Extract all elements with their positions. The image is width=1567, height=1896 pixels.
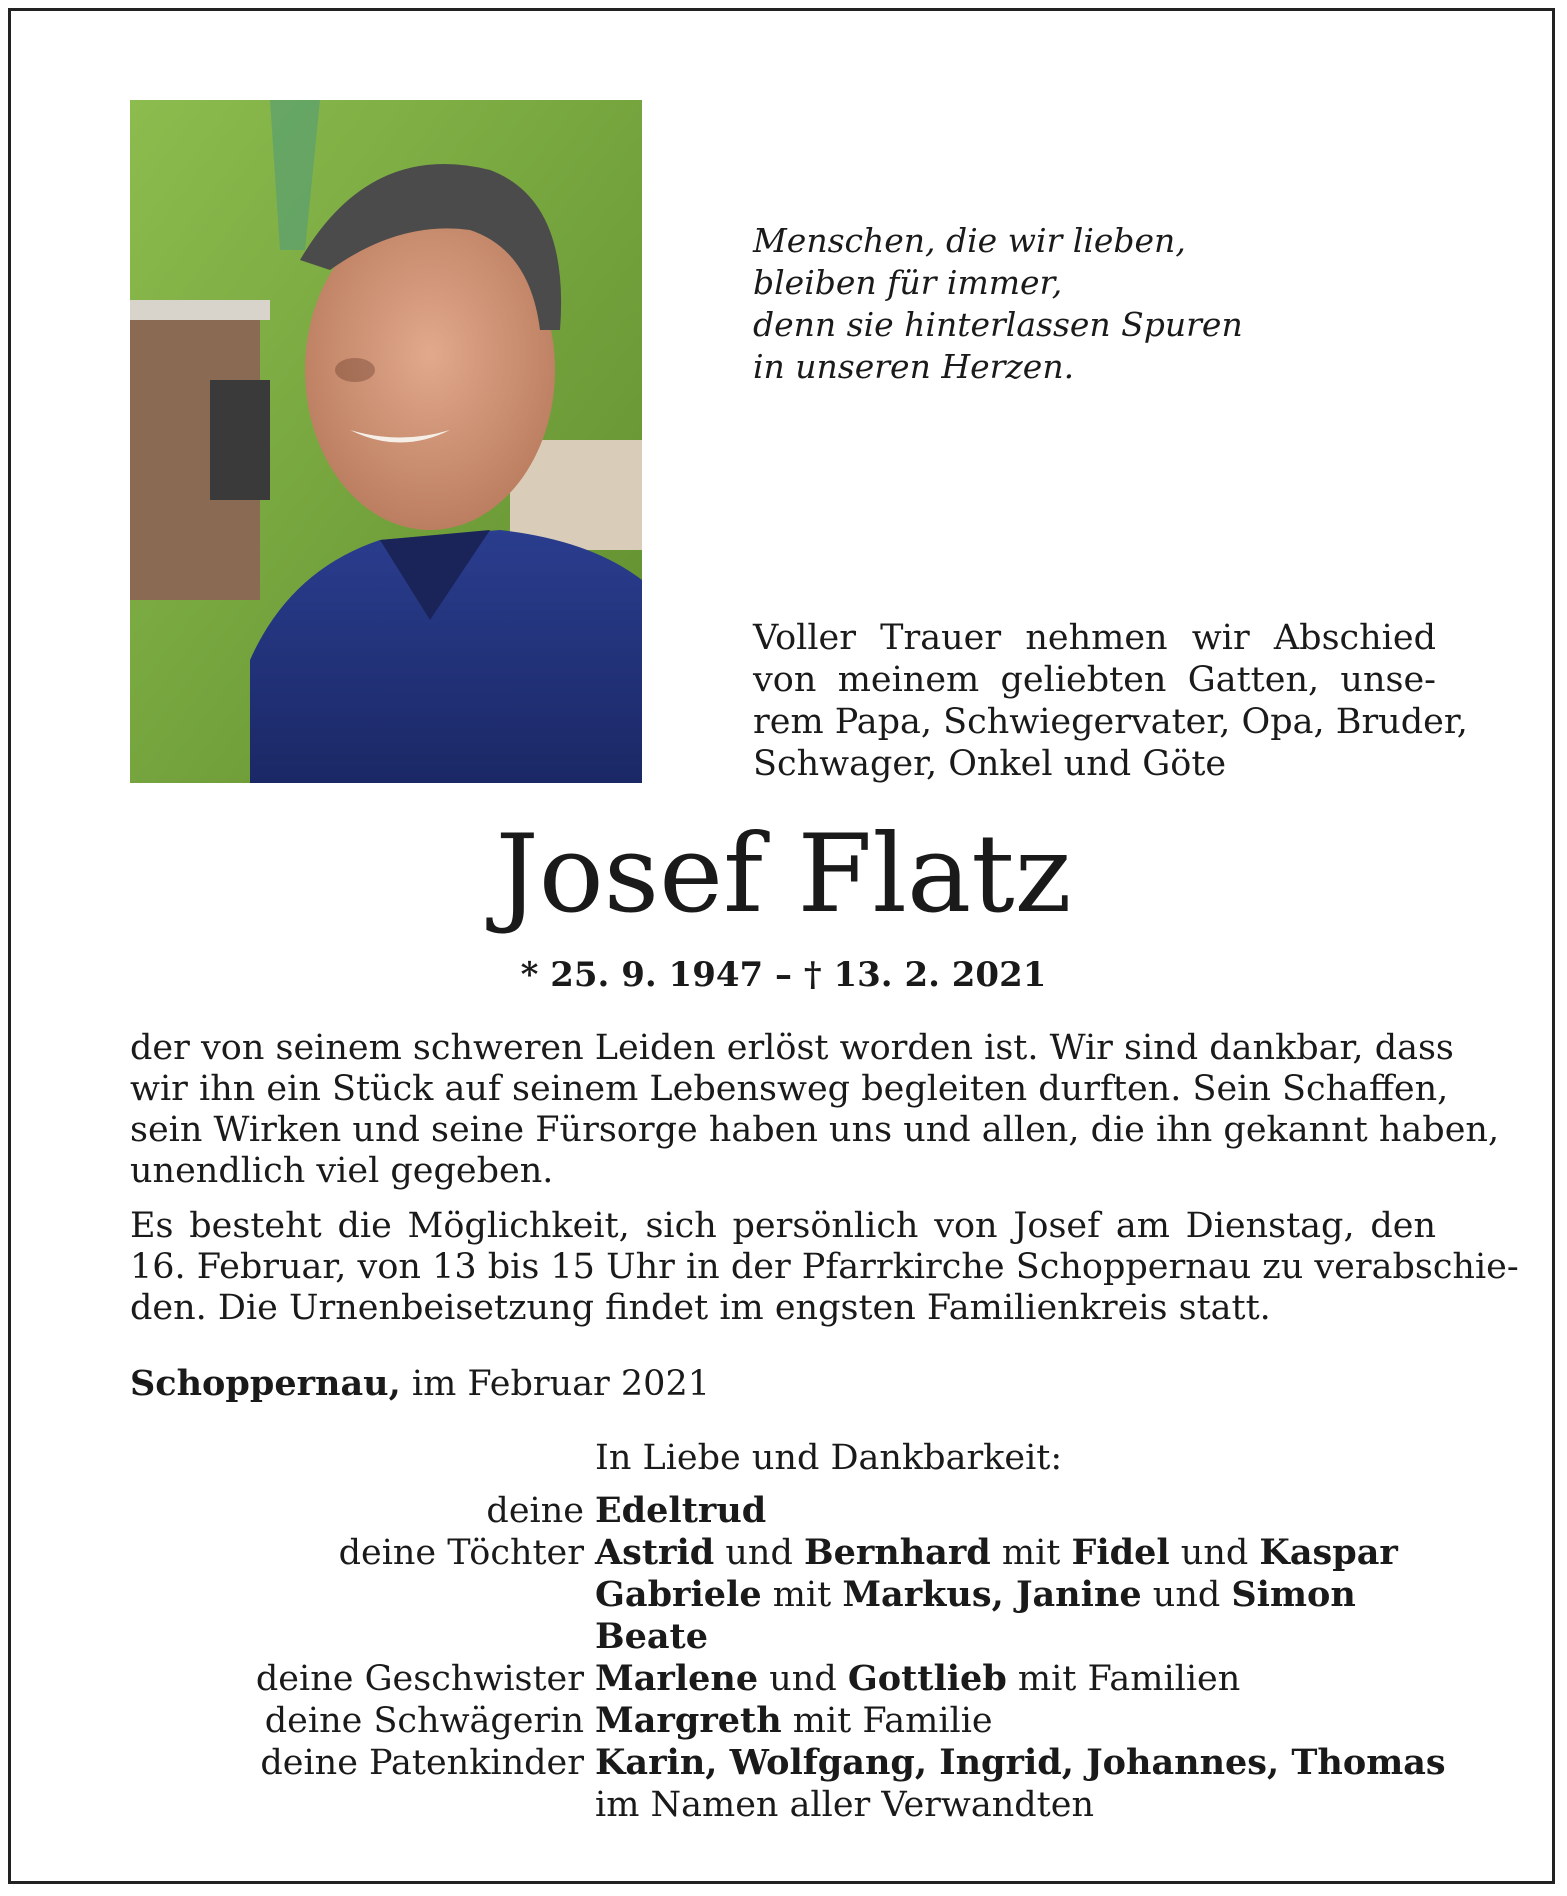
family-names <box>595 1490 766 1532</box>
family-row <box>0 1784 1567 1826</box>
life-dates: * 25. 9. 1947 – † 13. 2. 2021 <box>520 955 1047 995</box>
family-member: Beate <box>595 1616 708 1657</box>
family-names <box>595 1574 1356 1616</box>
portrait-photo <box>130 100 642 783</box>
family-names <box>595 1742 1446 1784</box>
family-member: Gottlieb <box>847 1658 1007 1699</box>
family-connector: mit <box>761 1575 843 1615</box>
body-line: wir ihn ein Stück auf seinem Lebensweg begleiten durften. Sein Schaffen, <box>130 1069 1449 1109</box>
family-relation: deine Geschwister <box>255 1659 584 1699</box>
family-names <box>595 1784 1094 1826</box>
body-line: 16. Februar, von 13 bis 15 Uhr in der Pfarrkirche Schoppernau zu verabschie- <box>130 1247 1519 1287</box>
family-member: Astrid <box>595 1532 715 1573</box>
family-relation: deine Patenkinder <box>260 1743 584 1783</box>
intro-line: rem Papa, Schwiegervater, Opa, Bruder, <box>753 702 1468 742</box>
body-line: den. Die Urnenbeisetzung findet im engsten Familienkreis statt. <box>130 1288 1271 1328</box>
family-row <box>0 1574 1567 1616</box>
deceased-name: Josef Flatz <box>495 812 1072 937</box>
family-member: Fidel <box>1071 1532 1170 1573</box>
body-line: der von seinem schweren Leiden erlöst worden ist. Wir sind dankbar, dass <box>130 1028 1454 1068</box>
family-member: Bernhard <box>804 1532 991 1573</box>
family-connector: und <box>1141 1575 1232 1615</box>
family-names <box>595 1616 708 1658</box>
family-connector: und <box>714 1533 804 1573</box>
family-relation: deine Töchter <box>338 1533 584 1573</box>
family-row <box>0 1658 1567 1700</box>
family-connector: mit Familien <box>1006 1659 1241 1699</box>
poem-verse <box>753 220 1243 388</box>
family-row <box>0 1700 1567 1742</box>
family-member: Karin, Wolfgang, Ingrid, Johannes, Thomas <box>595 1742 1446 1783</box>
intro-line: von meinem geliebten Gatten, unse- <box>753 660 1436 700</box>
family-member: Markus, Janine <box>842 1574 1142 1615</box>
intro-line: Voller Trauer nehmen wir Abschied <box>753 618 1436 658</box>
family-member: Marlene <box>595 1658 759 1699</box>
family-connector: im Namen aller Verwandten <box>595 1785 1094 1825</box>
family-member: Edeltrud <box>595 1490 767 1531</box>
body-line: sein Wirken und seine Fürsorge haben uns und allen, die ihn gekannt haben, <box>130 1110 1500 1150</box>
body-line: unendlich viel gegeben. <box>130 1151 554 1191</box>
family-row <box>0 1490 1567 1532</box>
family-row <box>0 1532 1567 1574</box>
family-connector: mit Familie <box>781 1701 993 1741</box>
family-connector: und <box>758 1659 848 1699</box>
body-line: Es besteht die Möglichkeit, sich persönlich von Josef am Dienstag, den <box>130 1206 1436 1246</box>
body-paragraph-1 <box>130 1028 1500 1192</box>
family-relation: deine <box>486 1491 584 1531</box>
place-date-text: im Februar 2021 <box>400 1364 710 1404</box>
poem-line: bleiben für immer, <box>753 263 1063 302</box>
place-date <box>130 1363 710 1405</box>
family-member: Gabriele <box>595 1574 762 1615</box>
family-member: Simon <box>1231 1574 1356 1615</box>
intro-line: Schwager, Onkel und Göte <box>753 744 1227 784</box>
poem-line: Menschen, die wir lieben, <box>753 221 1186 260</box>
family-member: Kaspar <box>1259 1532 1398 1573</box>
family-connector: und <box>1169 1533 1260 1573</box>
family-row <box>0 1616 1567 1658</box>
family-names <box>595 1532 1398 1574</box>
place-town: Schoppernau, <box>130 1363 401 1404</box>
closing-line: In Liebe und Dankbarkeit: <box>595 1438 1063 1478</box>
family-list <box>0 1490 1567 1826</box>
family-connector: mit <box>990 1533 1072 1573</box>
family-names <box>595 1658 1240 1700</box>
poem-line: in unseren Herzen. <box>753 347 1075 386</box>
family-names <box>595 1700 993 1742</box>
family-row <box>0 1742 1567 1784</box>
intro-text <box>753 617 1468 785</box>
family-member: Margreth <box>595 1700 782 1741</box>
body-paragraph-2 <box>130 1206 1519 1329</box>
poem-line: denn sie hinterlassen Spuren <box>753 305 1243 344</box>
family-relation: deine Schwägerin <box>264 1701 584 1741</box>
